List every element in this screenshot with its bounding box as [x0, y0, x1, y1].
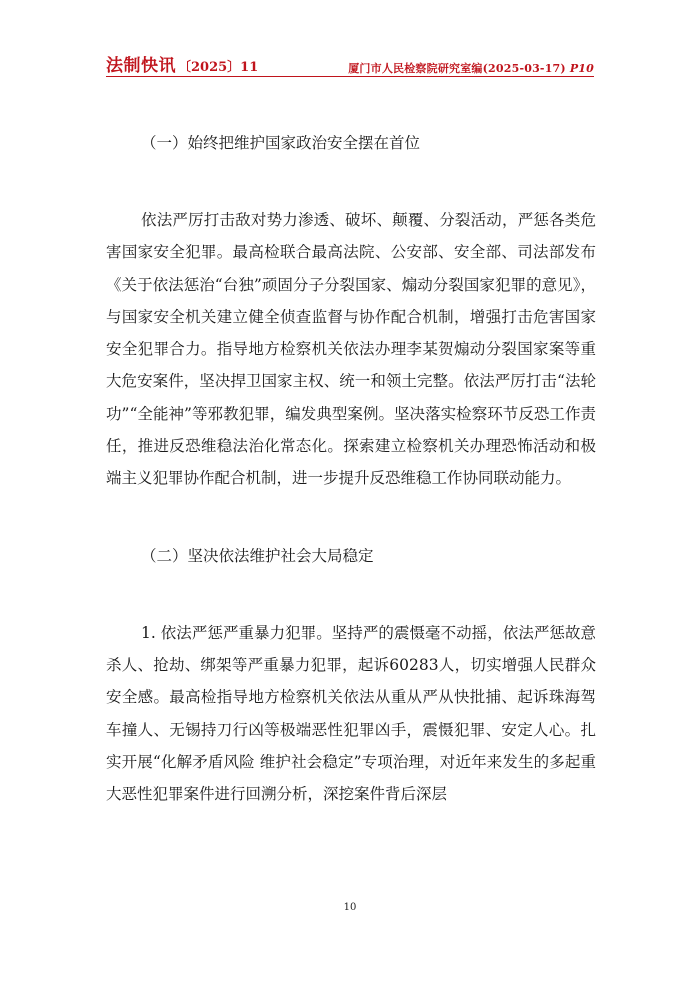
header-brand: [106, 51, 258, 76]
header-page-label: P10: [569, 62, 594, 75]
header-source: [348, 60, 594, 76]
editor-source: 厦门市人民检察院研究室编(2025-03-17): [348, 62, 566, 75]
section-paragraph: 依法严厉打击敌对势力渗透、破坏、颠覆、分裂活动，严惩各类危害国家安全犯罪。最高检联合最高法院、公安部、安全部、司法部发布《关于依法惩治“台独”顽固分子分裂国家、煽动分裂国家犯罪的意见》，与国家安全机关建立健全侦查监督与协作配合机制，增强打击危害国家安全犯罪合力。指导地方检察机关依法办理李某贺煽动分裂国家案等重大危安案件，坚决捍卫国家主权、统一和领土完整。依法严厉打击“法轮功”“全能神”等邪教犯罪，编发典型案例。坚决落实检察环节反恐工作责任，推进反恐维稳法治化常态化。探索建立检察机关办理恐怖活动和极端主义犯罪协作配合机制，进一步提升反恐维稳工作协同联动能力。: [106, 211, 596, 488]
page-number: 10: [343, 902, 357, 913]
page-header: [106, 52, 594, 76]
issue-number: 〔2025〕11: [178, 60, 259, 75]
newsletter-title: 法制快讯: [106, 56, 176, 76]
header-divider: [106, 76, 594, 77]
section-heading: （一）始终把维护国家政治安全摆在首位: [141, 134, 421, 152]
section-paragraph: 1. 依法严惩严重暴力犯罪。坚持严的震慑毫不动摇，依法严惩故意杀人、抢劫、绑架等严重暴力犯罪，起诉60283人，切实增强人民群众安全感。最高检指导地方检察机关依法从重从严从快批捕、起诉珠海驾车撞人、无锡持刀行凶等极端恶性犯罪凶手，震慑犯罪、安定人心。扎实开展“化解矛盾风险 维护社会稳定”专项治理，对近年来发生的多起重大恶性犯罪案件进行回溯分析，深挖案件背后深层: [106, 623, 596, 804]
section-heading: （二）坚决依法维护社会大局稳定: [141, 546, 374, 565]
document-body: [106, 127, 596, 810]
